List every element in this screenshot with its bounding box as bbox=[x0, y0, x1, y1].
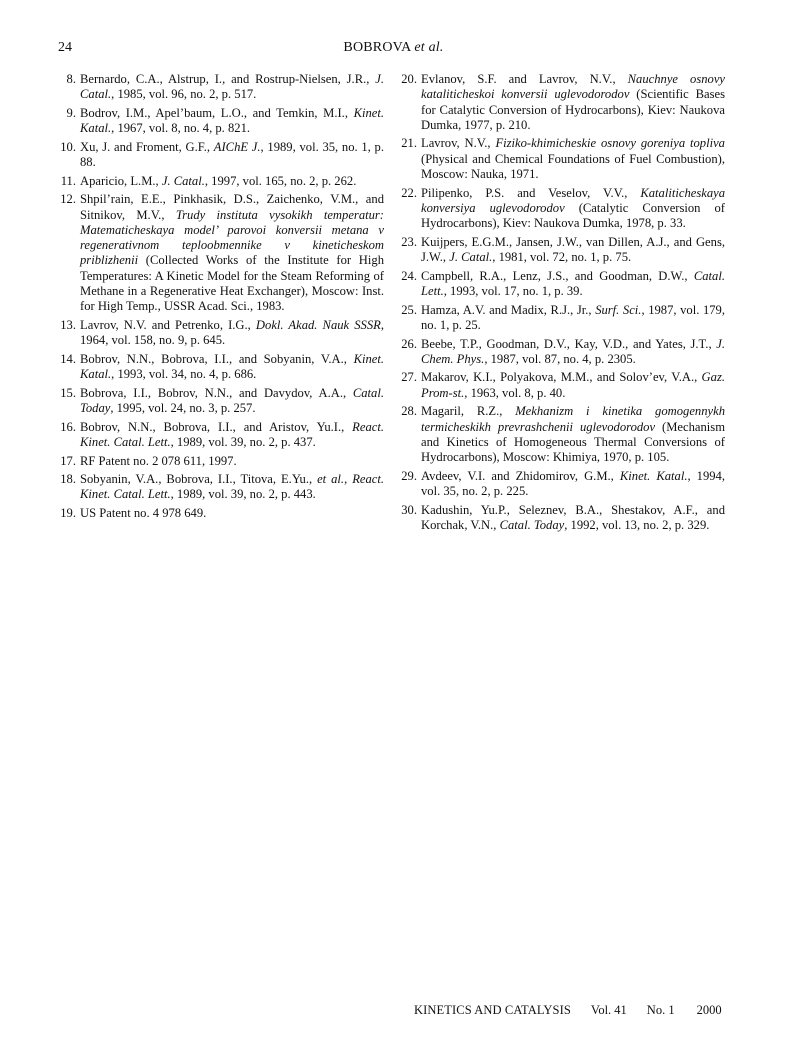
reference-italic-text: Mekhanizm i kinetika gomogennykh termicheskikh prevrashchenii uglevodorodov bbox=[421, 404, 725, 434]
reference-text: Shpil’rain, E.E., Pinkhasik, D.S., Zaichenko, V.M., and Sitnikov, M.V., bbox=[80, 192, 384, 222]
reference-item bbox=[56, 386, 384, 417]
footer-volume: Vol. 41 bbox=[590, 1003, 627, 1017]
reference-number: 24. bbox=[401, 268, 417, 283]
reference-text: Avdeev, V.I. and Zhidomirov, G.M., bbox=[421, 468, 620, 483]
reference-text: (Catalytic Conversion of Hydrocarbons), Kiev: Naukova Dumka, 1978, p. 33. bbox=[421, 200, 725, 231]
reference-italic-text: J. Catal. bbox=[80, 72, 384, 102]
reference-number: 20. bbox=[401, 72, 417, 86]
page-number: 24 bbox=[58, 40, 72, 55]
reference-italic-text: Kinet. Katal. bbox=[80, 351, 384, 382]
reference-text: , 1964, vol. 158, no. 9, p. 645. bbox=[80, 317, 384, 348]
reference-text: , 1989, vol. 35, no. 1, p. 88. bbox=[80, 139, 384, 170]
reference-item bbox=[56, 506, 384, 521]
reference-italic-text: Nauchnye osnovy kataliticheskoi konversii uglevodorodov bbox=[421, 72, 725, 102]
reference-text: (Scientific Bases for Catalytic Conversion of Hydrocarbons), Kiev: Naukova Dumka, 1977, p. 210. bbox=[421, 87, 725, 132]
reference-number: 30. bbox=[401, 502, 417, 517]
reference-text: , 1993, vol. 34, no. 4, p. 686. bbox=[111, 367, 257, 382]
reference-text: , 1992, vol. 13, no. 2, p. 329. bbox=[564, 517, 710, 532]
references-left-column bbox=[56, 72, 384, 525]
reference-italic-text: J. Catal. bbox=[449, 250, 493, 265]
reference-item bbox=[56, 318, 384, 349]
reference-text: , 1994, vol. 35, no. 2, p. 225. bbox=[421, 468, 725, 499]
reference-text: Evlanov, S.F. and Lavrov, N.V., bbox=[421, 72, 628, 86]
reference-text: , 1987, vol. 179, no. 1, p. 25. bbox=[421, 302, 726, 332]
reference-number: 12. bbox=[60, 192, 76, 207]
reference-number: 10. bbox=[60, 139, 76, 154]
reference-text: , 1993, vol. 17, no. 1, p. 39. bbox=[443, 284, 583, 299]
reference-item bbox=[397, 303, 725, 334]
reference-item bbox=[56, 454, 384, 469]
reference-text: , bbox=[344, 472, 353, 487]
running-head bbox=[0, 40, 787, 56]
reference-italic-text: Catal. Today bbox=[499, 517, 565, 532]
footer-year: 2000 bbox=[696, 1003, 722, 1017]
reference-text: , 1967, vol. 8, no. 4, p. 821. bbox=[111, 121, 251, 136]
reference-italic-text: Trudy instituta vysokikh temperatur: Matematicheskaya model’ parovoi konversii metana v regenerativnom teploobmennike v kineticheskom priblizhenii bbox=[80, 207, 385, 268]
reference-item bbox=[397, 337, 725, 368]
footer-journal: KINETICS AND CATALYSIS bbox=[414, 1003, 571, 1017]
reference-item bbox=[397, 503, 725, 534]
reference-item bbox=[397, 136, 725, 182]
reference-number: 23. bbox=[401, 234, 417, 249]
reference-italic-text: Fiziko-khimicheskie osnovy goreniya topliva bbox=[495, 136, 725, 151]
reference-italic-text: Catal. Today bbox=[80, 385, 384, 416]
running-head-authors: BOBROVA bbox=[343, 40, 411, 55]
reference-italic-text: Kinet. Katal. bbox=[80, 105, 384, 136]
reference-text: Beebe, T.P., Goodman, D.V., Kay, V.D., and Yates, J.T., bbox=[421, 336, 717, 351]
reference-number: 19. bbox=[60, 505, 76, 520]
reference-text: Bobrov, N.N., Bobrova, I.I., and Sobyanin, V.A., bbox=[80, 351, 354, 366]
reference-italic-text: J. Chem. Phys. bbox=[421, 336, 725, 366]
reference-text: Xu, J. and Froment, G.F., bbox=[80, 139, 214, 154]
reference-item bbox=[56, 420, 384, 451]
reference-number: 13. bbox=[60, 317, 76, 332]
reference-number: 25. bbox=[401, 302, 417, 317]
reference-text: Bernardo, C.A., Alstrup, I., and Rostrup-Nielsen, J.R., bbox=[80, 72, 376, 86]
reference-text: Lavrov, N.V. and Petrenko, I.G., bbox=[80, 317, 256, 332]
reference-number: 15. bbox=[60, 385, 76, 400]
reference-text: RF Patent no. 2 078 611, 1997. bbox=[80, 453, 237, 468]
reference-text: (Physical and Chemical Foundations of Fuel Combustion), Moscow: Nauka, 1971. bbox=[421, 151, 725, 182]
reference-italic-text: AIChE J. bbox=[213, 139, 261, 154]
reference-number: 16. bbox=[60, 419, 76, 434]
running-head-etal: et al. bbox=[414, 40, 444, 55]
reference-text: Makarov, K.I., Polyakova, M.M., and Solov’ev, V.A., bbox=[421, 370, 702, 385]
reference-italic-text: J. Catal. bbox=[161, 173, 205, 188]
reference-item bbox=[397, 404, 725, 465]
reference-number: 8. bbox=[66, 72, 76, 86]
reference-italic-text: Surf. Sci. bbox=[595, 302, 642, 317]
reference-item bbox=[56, 352, 384, 383]
reference-item bbox=[397, 235, 725, 266]
reference-text: Pilipenko, P.S. and Veselov, V.V., bbox=[421, 185, 641, 200]
reference-text: Lavrov, N.V., bbox=[421, 136, 496, 151]
reference-number: 27. bbox=[401, 370, 417, 385]
reference-item bbox=[56, 106, 384, 137]
reference-item bbox=[56, 192, 384, 314]
reference-italic-text: Gaz. Prom-st. bbox=[421, 370, 725, 400]
reference-italic-text: Dokl. Akad. Nauk SSSR bbox=[255, 317, 381, 332]
reference-text: Kuijpers, E.G.M., Jansen, J.W., van Dillen, A.J., and Gens, J.W., bbox=[421, 234, 725, 265]
reference-text: , 1997, vol. 165, no. 2, p. 262. bbox=[204, 173, 357, 188]
reference-text: , 1989, vol. 39, no. 2, p. 437. bbox=[170, 434, 316, 449]
reference-text: , 1985, vol. 96, no. 2, p. 517. bbox=[111, 87, 257, 102]
reference-number: 26. bbox=[401, 336, 417, 351]
reference-item bbox=[397, 72, 725, 133]
journal-footer bbox=[414, 1003, 722, 1018]
reference-item bbox=[397, 469, 725, 500]
reference-text: , 1995, vol. 24, no. 3, p. 257. bbox=[110, 401, 256, 416]
reference-text: US Patent no. 4 978 649. bbox=[80, 505, 207, 520]
reference-italic-text: React. Kinet. Catal. Lett. bbox=[80, 419, 384, 449]
reference-italic-text: React. Kinet. Catal. Lett. bbox=[80, 472, 385, 502]
reference-italic-text: Kataliticheskaya konversiya uglevodorodov bbox=[421, 185, 725, 215]
references-right-column bbox=[397, 72, 725, 537]
reference-text: , 1987, vol. 87, no. 4, p. 2305. bbox=[484, 351, 636, 366]
reference-text: Aparicio, L.M., bbox=[80, 173, 162, 188]
reference-text: Hamza, A.V. and Madix, R.J., Jr., bbox=[421, 302, 596, 317]
reference-text: Bobrov, N.N., Bobrova, I.I., and Aristov, Yu.I., bbox=[80, 419, 353, 434]
reference-text: (Mechanism and Kinetics of Homogeneous Thermal Conversions of Hydrocarbons), Moscow: Khimiya, 1970, p. 105. bbox=[421, 419, 725, 465]
reference-text: Sobyanin, V.A., Bobrova, I.I., Titova, E.Yu., bbox=[80, 472, 318, 487]
reference-italic-text: Catal. Lett. bbox=[421, 268, 725, 299]
reference-number: 21. bbox=[401, 136, 417, 151]
reference-text: , 1989, vol. 39, no. 2, p. 443. bbox=[170, 487, 316, 502]
reference-item bbox=[56, 174, 384, 189]
reference-number: 17. bbox=[60, 453, 76, 468]
reference-text: Magaril, R.Z., bbox=[421, 404, 516, 419]
reference-text: Bodrov, I.M., Apel’baum, L.O., and Temkin, M.I., bbox=[80, 105, 354, 120]
reference-number: 14. bbox=[60, 351, 76, 366]
reference-item bbox=[56, 140, 384, 171]
footer-number: No. 1 bbox=[646, 1003, 675, 1017]
reference-number: 22. bbox=[401, 185, 417, 200]
reference-item bbox=[56, 72, 384, 103]
reference-number: 9. bbox=[66, 105, 76, 120]
reference-item bbox=[56, 472, 384, 503]
reference-number: 11. bbox=[60, 173, 76, 188]
reference-text: Campbell, R.A., Lenz, J.S., and Goodman, D.W., bbox=[421, 268, 694, 283]
reference-text: Kadushin, Yu.P., Seleznev, B.A., Shestakov, A.F., and Korchak, V.N., bbox=[421, 502, 725, 532]
reference-item bbox=[397, 186, 725, 232]
reference-text: , 1963, vol. 8, p. 40. bbox=[464, 385, 566, 400]
reference-italic-text: Kinet. Katal. bbox=[619, 468, 688, 483]
reference-text: Bobrova, I.I., Bobrov, N.N., and Davydov, A.A., bbox=[80, 385, 353, 400]
reference-text: , 1981, vol. 72, no. 1, p. 75. bbox=[492, 250, 632, 265]
reference-number: 28. bbox=[401, 404, 417, 419]
reference-italic-text: et al. bbox=[317, 472, 345, 487]
reference-item bbox=[397, 269, 725, 300]
reference-number: 29. bbox=[401, 468, 417, 483]
reference-item bbox=[397, 370, 725, 401]
reference-text: (Collected Works of the Institute for High Temperatures: A Kinetic Model for the Steam Reforming of Methane in a Regenerative Heat Exchanger), Moscow: Inst. for High Temp., USSR Acad. Sci., 1983. bbox=[80, 253, 384, 314]
reference-number: 18. bbox=[60, 472, 76, 487]
